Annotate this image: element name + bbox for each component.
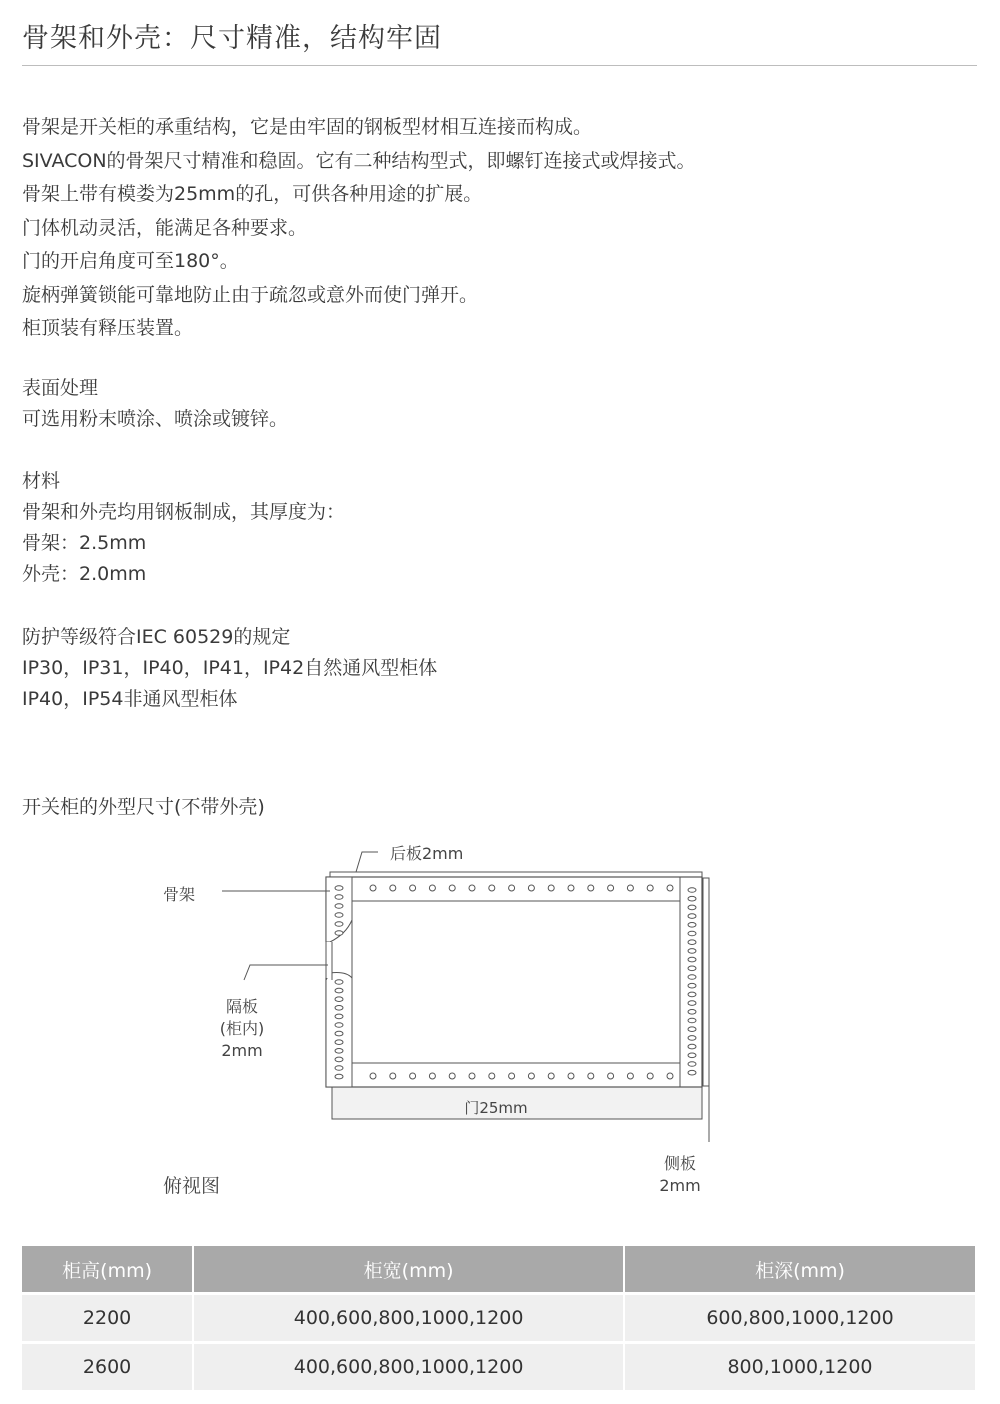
frame-hole [489,1073,495,1079]
frame-hole [688,931,696,936]
frame-hole [528,885,534,891]
protection-section [22,622,437,715]
table-header-row [22,1246,975,1294]
frame-hole [688,1070,696,1075]
frame-hole [647,1073,653,1079]
frame-hole [688,888,696,893]
table-cell: 800,1000,1200 [624,1343,975,1391]
material-line: 外壳：2.0mm [22,563,147,585]
intro-line: 柜顶装有释压装置。 [22,317,194,339]
frame-hole [335,904,343,909]
view-label: 俯视图 [163,1175,221,1197]
intro-line: 门的开启角度可至180°。 [22,250,239,272]
frame-hole [688,992,696,997]
frame-hole [688,975,696,980]
frame-hole [688,966,696,971]
partition-label-2: (柜内) [219,1019,265,1038]
frame-hole [588,885,594,891]
title-divider [22,65,977,66]
frame-hole [335,913,343,918]
frame-hole [688,905,696,910]
table-row [22,1294,975,1343]
frame-hole [449,1073,455,1079]
frame-hole [390,1073,396,1079]
protection-line: IP30，IP31，IP40，IP41，IP42自然通风型柜体 [22,657,438,679]
frame-hole [688,1018,696,1023]
frame-hole [688,1010,696,1015]
intro-paragraph [22,111,696,346]
frame-hole [335,1031,343,1036]
surface-text: 可选用粉末喷涂、喷涂或镀锌。 [22,408,289,430]
header-height: 柜高(mm) [22,1246,193,1294]
frame-hole [449,885,455,891]
frame-hole [667,885,673,891]
frame-hole [335,988,343,993]
frame-hole [489,885,495,891]
frame-hole [469,1073,475,1079]
table-cell: 400,600,800,1000,1200 [193,1343,624,1391]
intro-line: 门体机动灵活，能满足各种要求。 [22,216,308,239]
table-row [22,1343,975,1391]
material-heading: 材料 [22,470,61,492]
frame-hole [688,949,696,954]
back-panel-leader [356,852,378,872]
frame-hole [335,1074,343,1079]
frame-hole [688,957,696,962]
frame-hole [688,940,696,945]
frame-hole [568,885,574,891]
frame-hole [548,885,554,891]
frame-hole [335,1066,343,1071]
frame-hole [667,1073,673,1079]
intro-line: SIVACON的骨架尺寸精准和稳固。它有二种结构型式，即螺钉连接式或焊接式。 [22,149,696,172]
frame-hole [335,931,343,936]
protection-heading: 防护等级符合IEC 60529的规定 [22,626,291,648]
frame-hole [335,1014,343,1019]
table-cell: 600,800,1000,1200 [624,1294,975,1343]
table-cell: 2600 [22,1343,193,1391]
partition-label-1: 隔板 [225,997,259,1016]
frame-cavity [352,901,680,1063]
frame-hole [335,1040,343,1045]
side-panel-label-2: 2mm [659,1176,701,1195]
frame-hole [335,895,343,900]
frame-hole [688,1027,696,1032]
frame-hole [335,1057,343,1062]
frame-holes-left [335,886,343,1079]
partition-leader [244,965,328,980]
frame-hole [548,1073,554,1079]
frame-hole [688,914,696,919]
side-panel-label-1: 侧板 [663,1154,697,1173]
dimension-table [22,1246,975,1390]
frame-hole [429,885,435,891]
header-depth: 柜深(mm) [624,1246,975,1294]
table-cell: 2200 [22,1294,193,1343]
intro-line: 骨架是开关柜的承重结构，它是由牢固的钢板型材相互连接而构成。 [22,116,593,138]
frame-hole [370,885,376,891]
back-panel-label: 后板2mm [390,844,464,863]
frame-hole [335,1006,343,1011]
frame-hole [688,1036,696,1041]
frame-hole [627,885,633,891]
frame-hole [688,1044,696,1049]
material-line: 骨架和外壳均用钢板制成，其厚度为： [22,501,346,523]
door-label: 门25mm [464,1099,528,1117]
frame-hole [688,983,696,988]
frame-hole [688,923,696,928]
frame-hole [688,1062,696,1067]
table-cell: 400,600,800,1000,1200 [193,1294,624,1343]
frame-hole [608,885,614,891]
frame-hole [390,885,396,891]
surface-heading: 表面处理 [22,377,99,399]
frame-hole [335,1023,343,1028]
frame-hole [568,1073,574,1079]
diagram-title: 开关柜的外型尺寸(不带外壳) [22,796,265,818]
frame-hole [335,886,343,891]
frame-hole [588,1073,594,1079]
frame-hole [528,1073,534,1079]
frame-hole [509,1073,515,1079]
intro-line: 旋柄弹簧锁能可靠地防止由于疏忽或意外而使门弹开。 [22,283,479,306]
frame-hole [410,885,416,891]
intro-line: 骨架上带有模娄为25mm的孔，可供各种用途的扩展。 [22,183,483,205]
frame-hole [647,885,653,891]
material-section [22,466,345,590]
frame-hole [688,1001,696,1006]
frame-hole [335,997,343,1002]
frame-hole [509,885,515,891]
protection-line: IP40，IP54非通风型柜体 [22,688,238,710]
frame-hole [688,896,696,901]
frame-hole [335,922,343,927]
frame-hole [335,980,343,985]
back-panel [330,872,702,877]
partition-label-3: 2mm [221,1041,263,1060]
frame-hole [370,1073,376,1079]
frame-hole [410,1073,416,1079]
frame-hole [429,1073,435,1079]
frame-hole [627,1073,633,1079]
frame-label: 骨架 [163,885,196,904]
page-title: 骨架和外壳：尺寸精准，结构牢固 [22,23,442,54]
top-view-diagram [0,830,1000,1210]
frame-hole [469,885,475,891]
frame-hole [688,1053,696,1058]
side-panel [703,878,709,1086]
frame-hole [335,1049,343,1054]
header-width: 柜宽(mm) [193,1246,624,1294]
surface-section [22,373,288,435]
frame-hole [608,1073,614,1079]
material-line: 骨架：2.5mm [22,532,147,554]
